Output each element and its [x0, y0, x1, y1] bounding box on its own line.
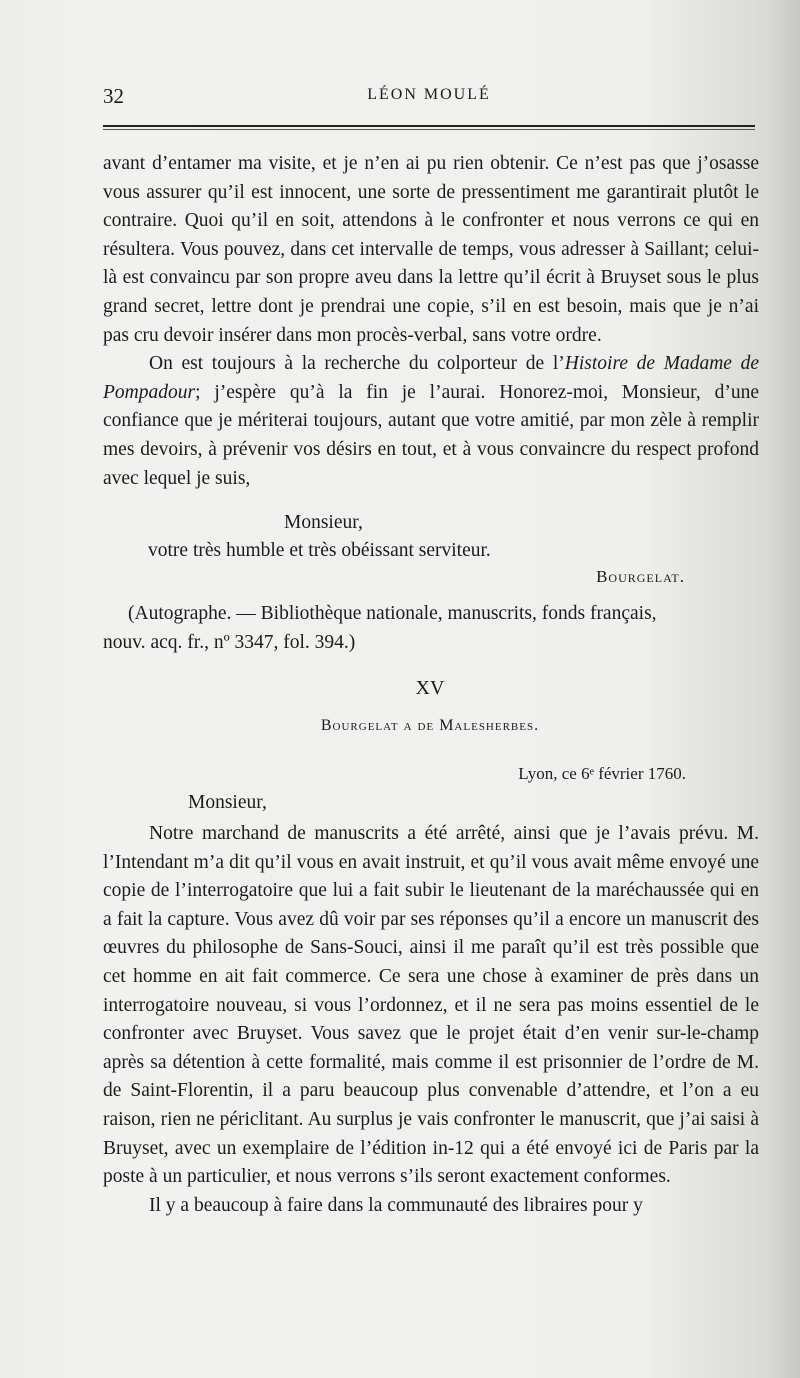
letter2-body [103, 820, 759, 1220]
source-note-line2: nouv. acq. fr., nº 3347, fol. 394.) [103, 631, 356, 653]
source-note-line1: (Autographe. — Bibliothèque nationale, manuscrits, fonds français, [128, 603, 657, 624]
letter1-paragraph2-end: ; j’espère qu’à la fin je l’aurai. Honorez-moi, Monsieur, d’une confiance que je mériterai toujours, autant que votre amitié, par mon zèle à remplir mes devoirs, à prévenir vos désirs en tout, et à vous convaincre du respect profond avec lequel je suis, [103, 381, 759, 489]
letter2-dateline: Lyon, ce 6ᵉ février 1760. [518, 764, 686, 783]
page-header [103, 84, 755, 114]
letter1-paragraph1: avant d’entamer ma visite, et je n’en ai pu rien obtenir. Ce n’est pas que j’osasse vous assurer qu’il est innocent, une sorte de pressentiment me garantirait plutôt le contraire. Quoi qu’il en soit, attendons à le confronter et nous verrons ce qui en résultera. Vous pouvez, dans cet intervalle de temps, vous adresser à Saillant; celui-là est convaincu par son propre aveu dans la lettre qu’il écrit à Bruyset sous le plus grand secret, lettre dont je prendrai une copie, s’il en est besoin, mais que je n’ai pas cru devoir insérer dans mon procès-verbal, sans votre ordre. [103, 153, 759, 346]
letter2-numeral: XV [415, 677, 445, 699]
book-title-italic: Histoire de Madame de Pompadour [103, 353, 759, 403]
letter2-paragraph1: Notre marchand de manuscrits a été arrêté, ainsi que je l’avais prévu. M. l’Intendant m’a dit qu’il vous en avait instruit, et qu’il vous avait même envoyé une copie de l’interrogatoire que lui a fait subir le lieutenant de la maréchaussée qui en a fait la capture. Vous avez dû voir par ses réponses qu’il a encore un manuscrit des œuvres du philosophe de Sans-Souci, ainsi il me paraît qu’il est très possible que cet homme en ait fait commerce. Ce sera une chose à examiner de près dans un interrogatoire nouveau, si vous l’ordonnez, et il ne sera pas moins essentiel de le confronter avec Bruyset. Vous savez que le projet était d’en venir sur-le-champ après sa détention à cette formalité, mais comme il est prisonnier de l’ordre de M. de Saint-Florentin, il a paru beaucoup plus convenable d’attendre, et l’on a eu raison, rien ne périclitant. Au surplus je vais confronter le manuscrit, que j’ai saisi à Bruyset, avec un exemplaire de l’édition in-12 qui a été envoyé ici de Paris par la poste à un particulier, et nous verrons s’ils seront exactement conformes. [103, 823, 759, 1188]
letter2-title: Bourgelat a de Malesherbes. [320, 717, 540, 734]
header-rule-thin [103, 129, 755, 130]
letter1-signature: Bourgelat. [596, 567, 685, 586]
letter1-source-note [103, 600, 760, 657]
letter2-paragraph2: Il y a beaucoup à faire dans la communauté des libraires pour y [149, 1194, 643, 1216]
letter1-paragraph2-start: On est toujours à la recherche du colporteur de l’ [149, 353, 565, 375]
header-rule-thick [103, 125, 755, 127]
letter1-closing-salutation: Monsieur, [284, 512, 363, 533]
letter2-salutation: Monsieur, [188, 792, 267, 813]
page-number: 32 [103, 84, 124, 108]
letter1-paragraph2 [103, 350, 759, 493]
letter1-body [103, 150, 759, 493]
header-rule [103, 125, 755, 129]
letter1-closing-phrase: votre très humble et très obéissant serviteur. [148, 540, 491, 561]
running-head: LÉON MOULÉ [367, 86, 491, 103]
